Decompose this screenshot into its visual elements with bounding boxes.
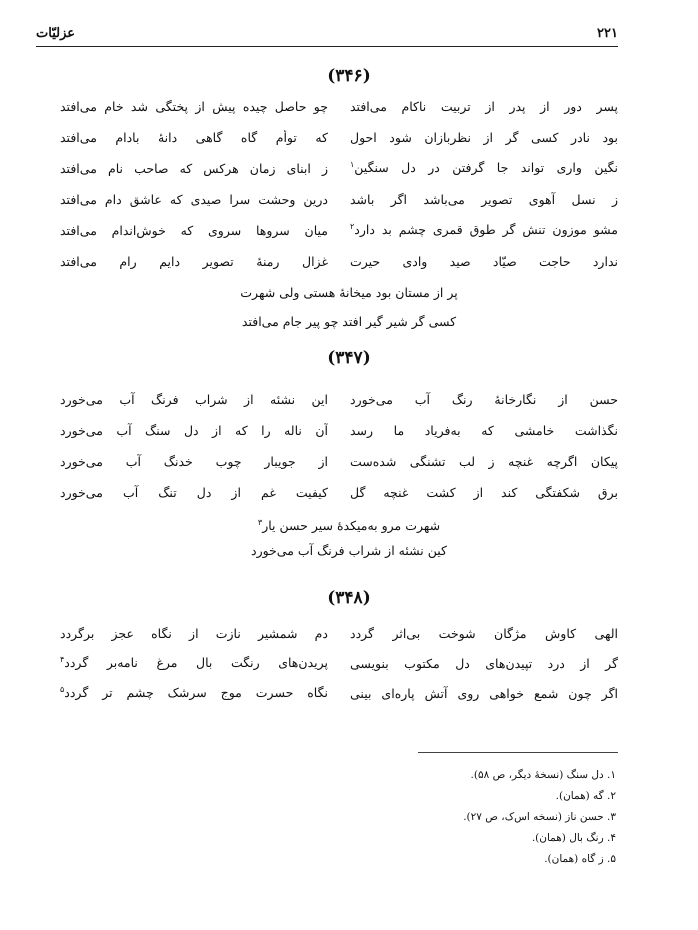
footnote-rule bbox=[418, 752, 618, 753]
hemistich-text: مشو موزون تنش گر طوق قمری چشم بد دارد bbox=[354, 222, 618, 238]
page-number: ۲۲۱ bbox=[597, 25, 618, 41]
verse-row bbox=[60, 680, 618, 706]
hemistich-right: ندارد حاجت صیّاد صید وادی حیرت bbox=[350, 253, 618, 269]
hemistich-left: کیفیت غم از دل تنگ آب می‌خورد bbox=[60, 484, 328, 500]
hemistich-right: بود نادر کسی گر از نظربازان شود احول bbox=[350, 129, 618, 145]
verse-row bbox=[60, 217, 618, 243]
poem-number-346: (۳۴۶) bbox=[327, 66, 371, 86]
poem-number-347: (۳۴۷) bbox=[327, 348, 371, 368]
footnote: ۱. دل سنگ (نسخهٔ دیگر، ص ۵۸). bbox=[470, 769, 616, 781]
header-rule bbox=[36, 46, 618, 47]
hemistich-left: ز ابنای زمان هرکس که صاحب نام می‌افتد bbox=[60, 160, 328, 176]
footnote-marker: ۴ bbox=[60, 655, 65, 665]
hemistich-right: پیکان اگرچه غنچه ز لب تشنگی شده‌ست bbox=[350, 453, 618, 469]
final-couplet-line-1 bbox=[0, 510, 698, 536]
section-title: عزلیّات bbox=[36, 25, 76, 41]
hemistich-right: ز نسل آهوی تصویر می‌باشد اگر باشد bbox=[350, 191, 618, 207]
footnote: ۳. حسن ناز (نسخه اس‌ک، ص ۲۷). bbox=[463, 811, 616, 823]
verse-row bbox=[60, 417, 618, 443]
footnote-marker: ۳ bbox=[257, 518, 263, 527]
hemistich-left: از جویبار چوب خدنگ آب می‌خورد bbox=[60, 453, 328, 469]
verse-row bbox=[60, 93, 618, 119]
hemistich-right bbox=[350, 222, 618, 237]
hemistich-left bbox=[60, 685, 328, 700]
verse-row bbox=[60, 186, 618, 212]
verse-row bbox=[60, 124, 618, 150]
hemistich-right: نگذاشت خامشی که به‌فریاد ما رسد bbox=[350, 422, 618, 438]
hemistich-left bbox=[60, 655, 328, 670]
couplet-text: شهرت مرو به‌میکدهٔ سیر حسن یار bbox=[262, 518, 441, 534]
footnote-marker: ۱ bbox=[350, 160, 355, 170]
footnote: ۲. گه (همان). bbox=[555, 790, 616, 802]
hemistich-left: این نشئه از شراب فرنگ آب می‌خورد bbox=[60, 391, 328, 407]
footnote: ۴. رنگ بال (همان). bbox=[531, 832, 616, 844]
running-head bbox=[36, 22, 618, 44]
hemistich-right: حسن از نگارخانهٔ رنگ آب می‌خورد bbox=[350, 391, 618, 407]
final-couplet-line-2: کین نشئه از شراب فرنگ آب می‌خورد bbox=[251, 543, 447, 558]
hemistich-right bbox=[350, 160, 618, 175]
hemistich-right: الهی کاوش مژگان شوخت بی‌اثر گردد bbox=[350, 625, 618, 641]
hemistich-left: میان سروها سروی که خوش‌اندام می‌افتد bbox=[60, 222, 328, 238]
hemistich-left: دم شمشیر نازت از نگاه عجز برگردد bbox=[60, 625, 328, 641]
footnote-marker: ۲ bbox=[350, 222, 355, 232]
hemistich-right: پسر دور از پدر از تربیت ناکام می‌افتد bbox=[350, 98, 618, 114]
hemistich-right: برق شکفتگی کند از کشت غنچه گل bbox=[350, 484, 618, 500]
hemistich-right: گر از درد تپیدن‌های دل مکتوب بنویسی bbox=[350, 655, 618, 671]
hemistich-left: غزال رمنهٔ تصویر دایم رام می‌افتد bbox=[60, 253, 328, 269]
verse-row bbox=[60, 386, 618, 412]
hemistich-text: پریدن‌های رنگت بال مرغ نامه‌بر گردد bbox=[64, 655, 328, 671]
hemistich-text: نگاه حسرت موج سرشک چشم تر گردد bbox=[64, 685, 328, 701]
final-couplet-line-1: پر از مستان بود میخانهٔ هستی ولی شهرت bbox=[240, 285, 458, 300]
hemistich-left: که توأم گاه گاهی دانهٔ بادام می‌افتد bbox=[60, 129, 328, 145]
hemistich-left: آن ناله را که از دل سنگ آب می‌خورد bbox=[60, 422, 328, 438]
poem-number-348: (۳۴۸) bbox=[327, 588, 371, 608]
verse-row bbox=[60, 650, 618, 676]
verse-row bbox=[60, 248, 618, 274]
verse-row bbox=[60, 448, 618, 474]
hemistich-right: اگر چون شمع خواهی روی آتش پاره‌ای بینی bbox=[350, 685, 618, 701]
footnote: ۵. ز گاه (همان). bbox=[544, 853, 616, 865]
verse-row bbox=[60, 155, 618, 181]
verse-row bbox=[60, 620, 618, 646]
hemistich-left: چو حاصل چیده پیش از پختگی شد خام می‌افتد bbox=[60, 98, 328, 114]
hemistich-left: درین وحشت سرا صیدی که عاشق دام می‌افتد bbox=[60, 191, 328, 207]
final-couplet-line-2: کسی گر شیر گیر افتد چو پیر جام می‌افتد bbox=[241, 314, 457, 329]
footnote-marker: ۵ bbox=[60, 685, 65, 695]
hemistich-text: نگین واری تواند جا گرفتن در دل سنگین bbox=[354, 160, 618, 176]
verse-row bbox=[60, 479, 618, 505]
